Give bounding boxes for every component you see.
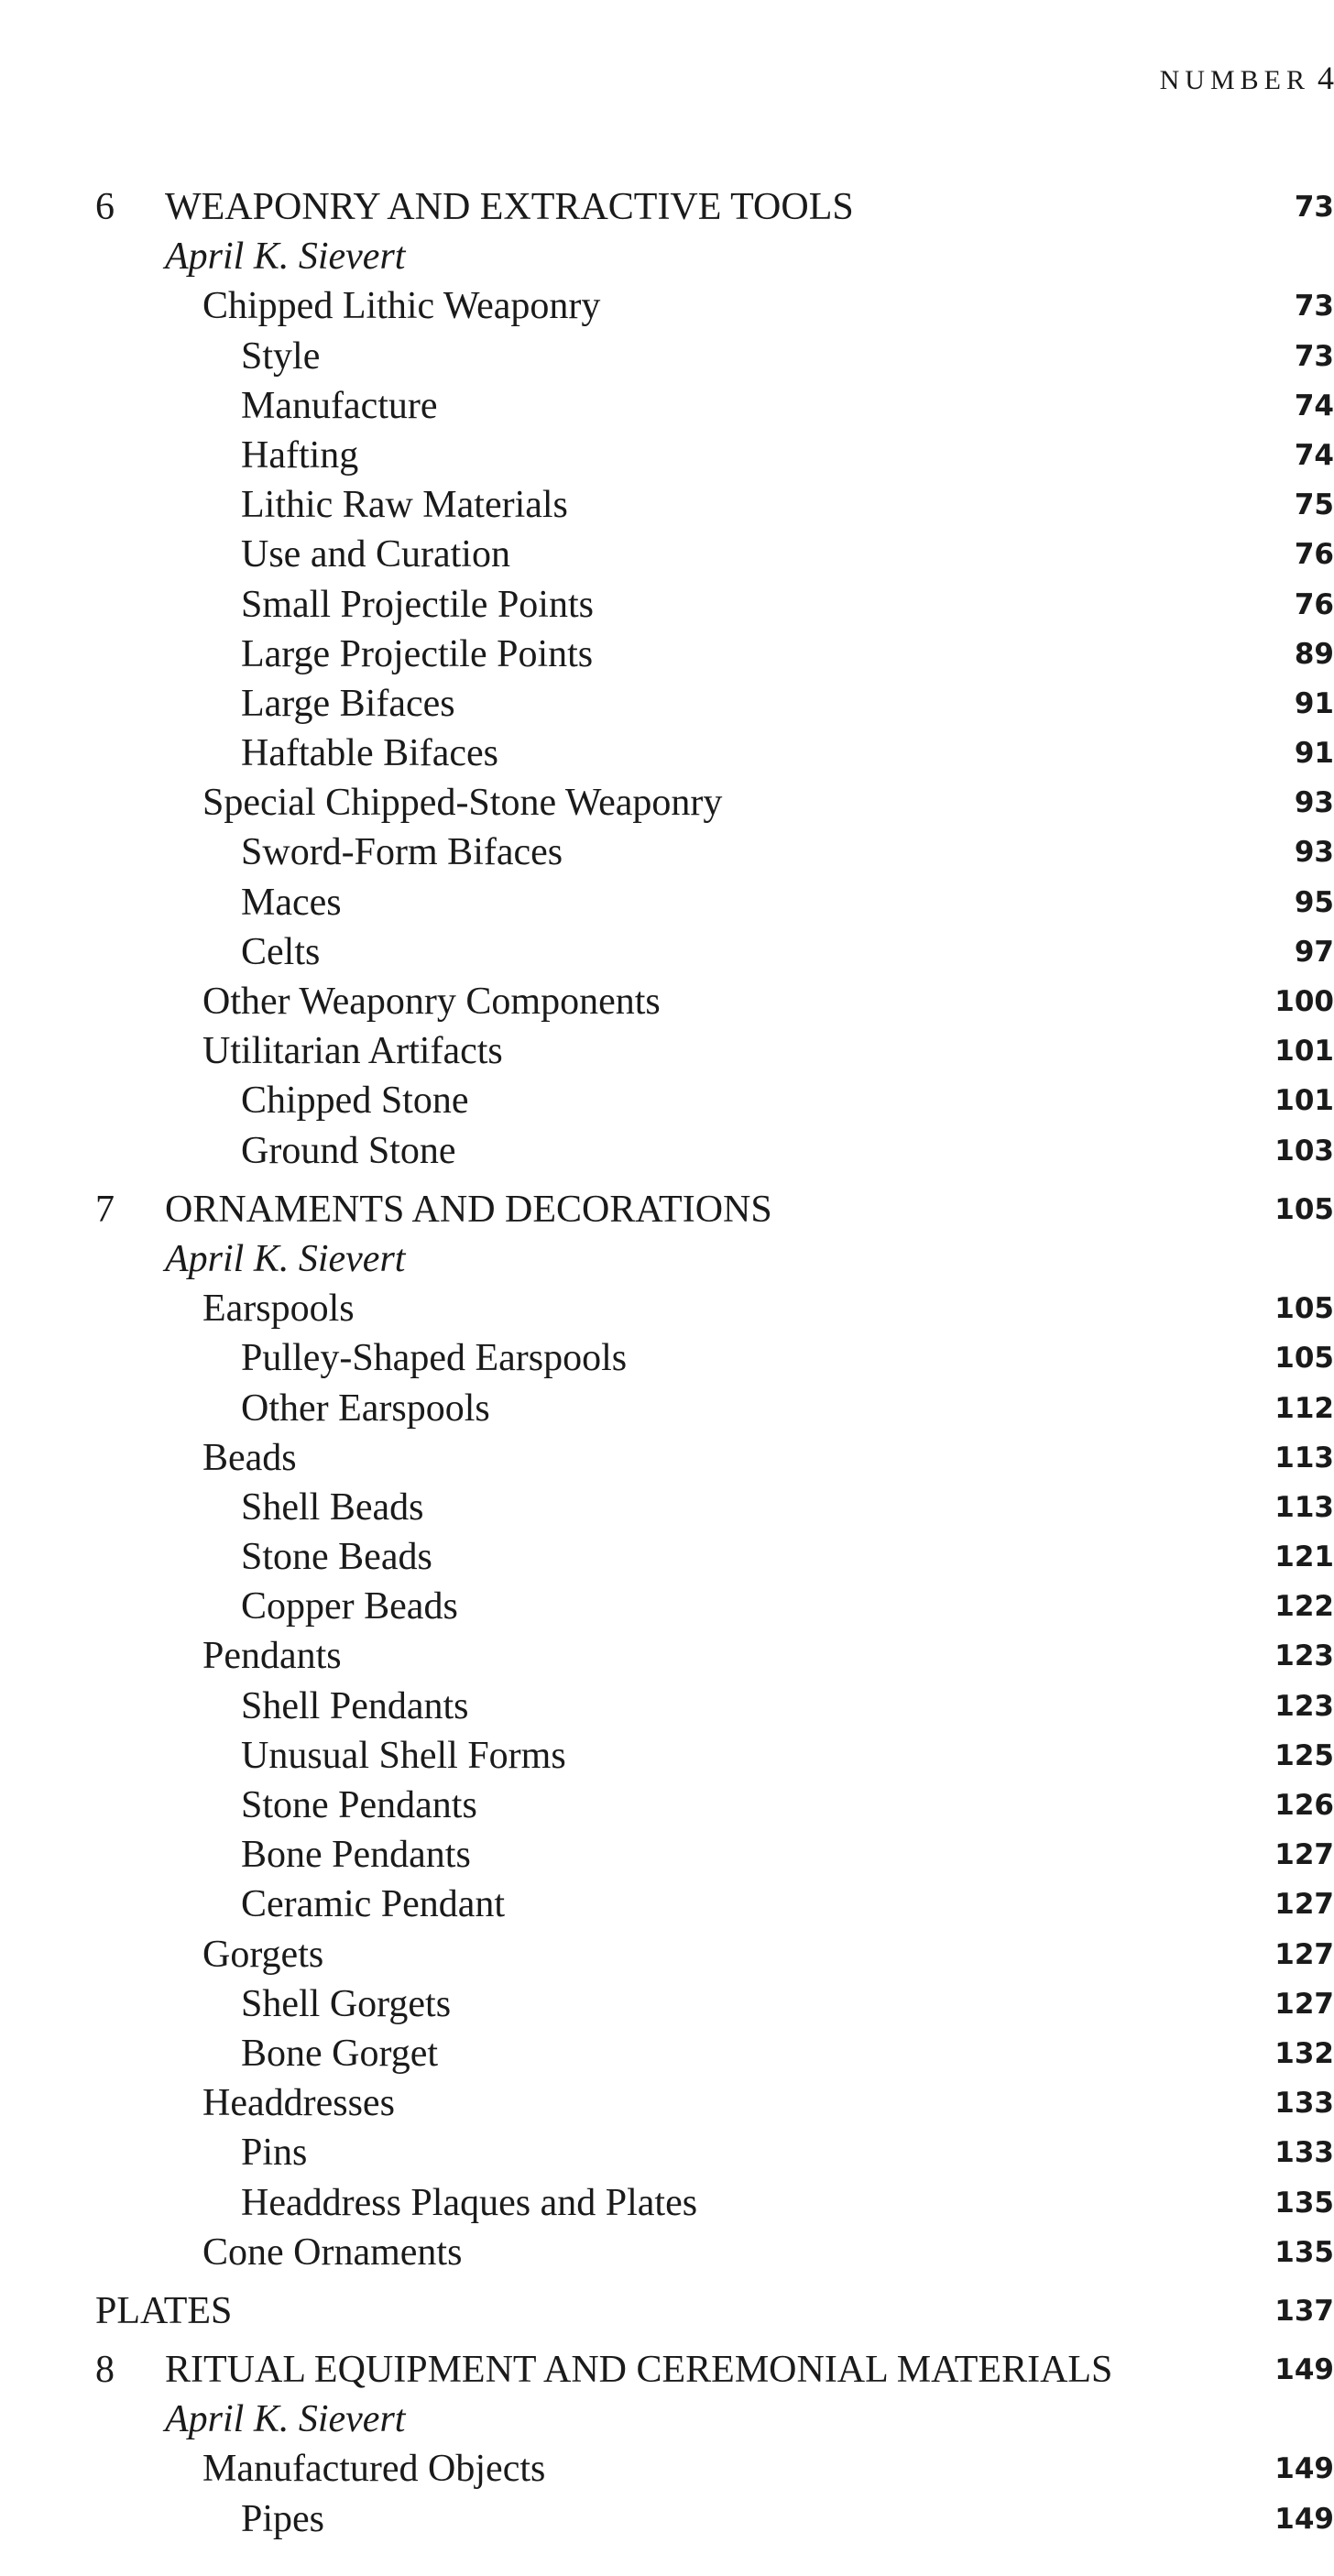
toc-entry-l1[interactable] (0, 1930, 1334, 1979)
toc-entry-l1[interactable] (0, 281, 1334, 331)
toc-entry-l2[interactable] (0, 1979, 1334, 2029)
toc-page-number: 137 (1274, 2294, 1334, 2328)
toc-entry-l2[interactable] (0, 381, 1334, 431)
toc-entry-author[interactable] (0, 232, 1334, 281)
toc-entry-l2[interactable] (0, 1781, 1334, 1830)
toc-page-number: 101 (1274, 1084, 1334, 1118)
toc-entry-l2[interactable] (0, 1880, 1334, 1929)
toc-entry-section[interactable] (0, 2286, 1334, 2336)
toc-page-number: 127 (1274, 1888, 1334, 1922)
chapter-number: 6 (95, 186, 115, 228)
toc-entry-title: Other Earspools (241, 1387, 490, 1430)
toc-entry-title: Headdress Plaques and Plates (241, 2181, 698, 2224)
toc-entry-l2[interactable] (0, 2178, 1334, 2228)
toc-page-number: 74 (1294, 438, 1334, 472)
page-number: 4 (1318, 60, 1334, 96)
toc-entry-title: Lithic Raw Materials (241, 484, 568, 527)
toc-entry-title: Celts (241, 930, 321, 973)
toc-entry-l1[interactable] (0, 2228, 1334, 2277)
toc-entry-l1[interactable] (0, 1026, 1334, 1076)
toc-page-number: 95 (1294, 885, 1334, 919)
toc-page-number: 100 (1274, 985, 1334, 1018)
toc-entry-title: Copper Beads (241, 1585, 458, 1628)
toc-entry-l2[interactable] (0, 480, 1334, 530)
toc-entry-title: Earspools (202, 1288, 355, 1331)
toc-page-number: 123 (1274, 1639, 1334, 1673)
toc-entry-l2[interactable] (0, 630, 1334, 679)
toc-entry-title: Ground Stone (241, 1129, 456, 1172)
toc-page-number: 113 (1274, 1490, 1334, 1524)
toc-entry-title: Shell Beads (241, 1485, 424, 1529)
toc-entry-title: Manufactured Objects (202, 2448, 546, 2491)
toc-entry-l2[interactable] (0, 1582, 1334, 1631)
toc-page-number: 89 (1294, 637, 1334, 671)
toc-entry-title: Style (241, 334, 321, 378)
toc-page-number: 76 (1294, 538, 1334, 572)
toc-page-number: 105 (1274, 1192, 1334, 1226)
toc-page-number: 127 (1274, 1838, 1334, 1872)
toc-entry-l2[interactable] (0, 1532, 1334, 1582)
toc-entry-title: Gorgets (202, 1933, 324, 1976)
toc-entry-title: Large Projectile Points (241, 632, 594, 675)
toc-entry-title: Hafting (241, 433, 359, 477)
toc-entry-title: Cone Ornaments (202, 2231, 463, 2274)
toc-entry-author[interactable] (0, 1234, 1334, 1284)
toc-entry-l2[interactable] (0, 1333, 1334, 1383)
toc-page-number: 133 (1274, 2087, 1334, 2121)
toc-entry-l2[interactable] (0, 1682, 1334, 1731)
toc-entry-title: Bone Pendants (241, 1834, 471, 1877)
toc-page-number: 101 (1274, 1035, 1334, 1069)
toc-entry-title: ORNAMENTS AND DECORATIONS (165, 1188, 772, 1231)
toc-page-number: 73 (1294, 339, 1334, 373)
toc-page-number: 125 (1274, 1738, 1334, 1772)
toc-entry-title: Beads (202, 1436, 297, 1479)
toc-entry-title: PLATES (95, 2289, 233, 2332)
toc-entry-l2[interactable] (0, 1126, 1334, 1176)
toc-entry-l2[interactable] (0, 927, 1334, 977)
toc-entry-l2[interactable] (0, 1384, 1334, 1433)
toc-entry-l1[interactable] (0, 1284, 1334, 1333)
running-head-label: NUMBER (1159, 65, 1310, 95)
toc-entry-l2[interactable] (0, 580, 1334, 630)
table-of-contents (0, 182, 1334, 2544)
toc-page-number: 75 (1294, 488, 1334, 522)
toc-entry-title: Pins (241, 2132, 308, 2175)
toc-entry-title: Headdresses (202, 2082, 395, 2125)
toc-entry-title: Pulley-Shaped Earspools (241, 1337, 628, 1380)
toc-page-number: 126 (1274, 1789, 1334, 1822)
toc-page-number: 149 (1274, 2452, 1334, 2486)
chapter-number: 7 (95, 1188, 115, 1231)
toc-entry-chapter[interactable] (0, 182, 1334, 232)
toc-entry-author[interactable] (0, 2395, 1334, 2444)
toc-page-number: 73 (1294, 290, 1334, 323)
toc-page-number: 113 (1274, 1441, 1334, 1474)
toc-entry-l1[interactable] (0, 2078, 1334, 2128)
toc-page-number: 149 (1274, 2502, 1334, 2536)
toc-entry-title: Pipes (241, 2497, 325, 2540)
chapter-author: April K. Sievert (165, 2398, 406, 2441)
toc-entry-l1[interactable] (0, 1631, 1334, 1681)
toc-entry-l2[interactable] (0, 1830, 1334, 1880)
toc-entry-l2[interactable] (0, 729, 1334, 778)
toc-entry-l2[interactable] (0, 431, 1334, 480)
toc-page-number: 123 (1274, 1689, 1334, 1723)
toc-entry-l2[interactable] (0, 1731, 1334, 1781)
toc-entry-l2[interactable] (0, 2128, 1334, 2177)
toc-entry-title: Unusual Shell Forms (241, 1734, 566, 1777)
toc-entry-title: WEAPONRY AND EXTRACTIVE TOOLS (165, 186, 854, 228)
toc-entry-l1[interactable] (0, 2444, 1334, 2494)
toc-page-number: 105 (1274, 1292, 1334, 1326)
toc-entry-title: Stone Pendants (241, 1784, 477, 1826)
chapter-author: April K. Sievert (165, 1237, 406, 1280)
toc-entry-title: Manufacture (241, 384, 438, 427)
toc-page-number: 149 (1274, 2353, 1334, 2387)
toc-entry-chapter[interactable] (0, 1185, 1334, 1234)
toc-entry-l2[interactable] (0, 1483, 1334, 1532)
toc-page-number: 91 (1294, 737, 1334, 771)
toc-entry-l2[interactable] (0, 828, 1334, 877)
chapter-number: 8 (95, 2349, 115, 2392)
toc-entry-l2[interactable] (0, 530, 1334, 579)
toc-page-number: 93 (1294, 786, 1334, 820)
toc-entry-title: Haftable Bifaces (241, 732, 499, 775)
toc-page-number: 112 (1274, 1391, 1334, 1425)
toc-page-number: 93 (1294, 836, 1334, 870)
toc-entry-l2[interactable] (0, 1076, 1334, 1125)
toc-entry-l1[interactable] (0, 778, 1334, 828)
toc-page-number: 74 (1294, 389, 1334, 422)
toc-page-number: 73 (1294, 191, 1334, 224)
toc-entry-title: RITUAL EQUIPMENT AND CEREMONIAL MATERIALS (165, 2349, 1113, 2392)
toc-entry-title: Large Bifaces (241, 682, 455, 725)
toc-entry-title: Stone Beads (241, 1536, 432, 1579)
toc-page-number: 97 (1294, 935, 1334, 969)
running-head (1160, 59, 1334, 97)
chapter-author: April K. Sievert (165, 236, 406, 279)
toc-entry-title: Shell Gorgets (241, 1982, 452, 2025)
toc-entry-l1[interactable] (0, 977, 1334, 1026)
toc-entry-l2[interactable] (0, 878, 1334, 927)
toc-entry-l1[interactable] (0, 1433, 1334, 1483)
toc-page-number: 122 (1274, 1590, 1334, 1624)
toc-entry-chapter[interactable] (0, 2345, 1334, 2395)
toc-entry-title: Chipped Stone (241, 1080, 469, 1123)
toc-entry-title: Other Weaponry Components (202, 981, 661, 1023)
toc-entry-title: Shell Pendants (241, 1684, 469, 1727)
toc-entry-title: Special Chipped-Stone Weaponry (202, 782, 723, 825)
toc-entry-title: Sword-Form Bifaces (241, 831, 563, 874)
toc-entry-l2[interactable] (0, 2494, 1334, 2544)
toc-entry-title: Pendants (202, 1635, 342, 1678)
toc-page-number: 135 (1274, 2186, 1334, 2220)
toc-page-number: 135 (1274, 2235, 1334, 2269)
toc-page-number: 133 (1274, 2136, 1334, 2170)
toc-entry-l2[interactable] (0, 2029, 1334, 2078)
toc-entry-title: Bone Gorget (241, 2032, 439, 2075)
toc-page-number: 103 (1274, 1134, 1334, 1167)
toc-entry-l2[interactable] (0, 679, 1334, 729)
toc-entry-title: Maces (241, 881, 342, 924)
toc-entry-title: Small Projectile Points (241, 583, 594, 626)
toc-page-number: 105 (1274, 1342, 1334, 1376)
toc-page-number: 132 (1274, 2036, 1334, 2070)
toc-page-number: 76 (1294, 587, 1334, 621)
toc-entry-title: Chipped Lithic Weaponry (202, 285, 601, 328)
toc-entry-title: Ceramic Pendant (241, 1883, 506, 1926)
toc-page-number: 91 (1294, 686, 1334, 720)
toc-entry-title: Use and Curation (241, 533, 510, 576)
toc-entry-l2[interactable] (0, 332, 1334, 381)
toc-entry-title: Utilitarian Artifacts (202, 1030, 503, 1073)
toc-page-number: 121 (1274, 1540, 1334, 1574)
toc-page-number: 127 (1274, 1937, 1334, 1971)
toc-page-number: 127 (1274, 1987, 1334, 2021)
